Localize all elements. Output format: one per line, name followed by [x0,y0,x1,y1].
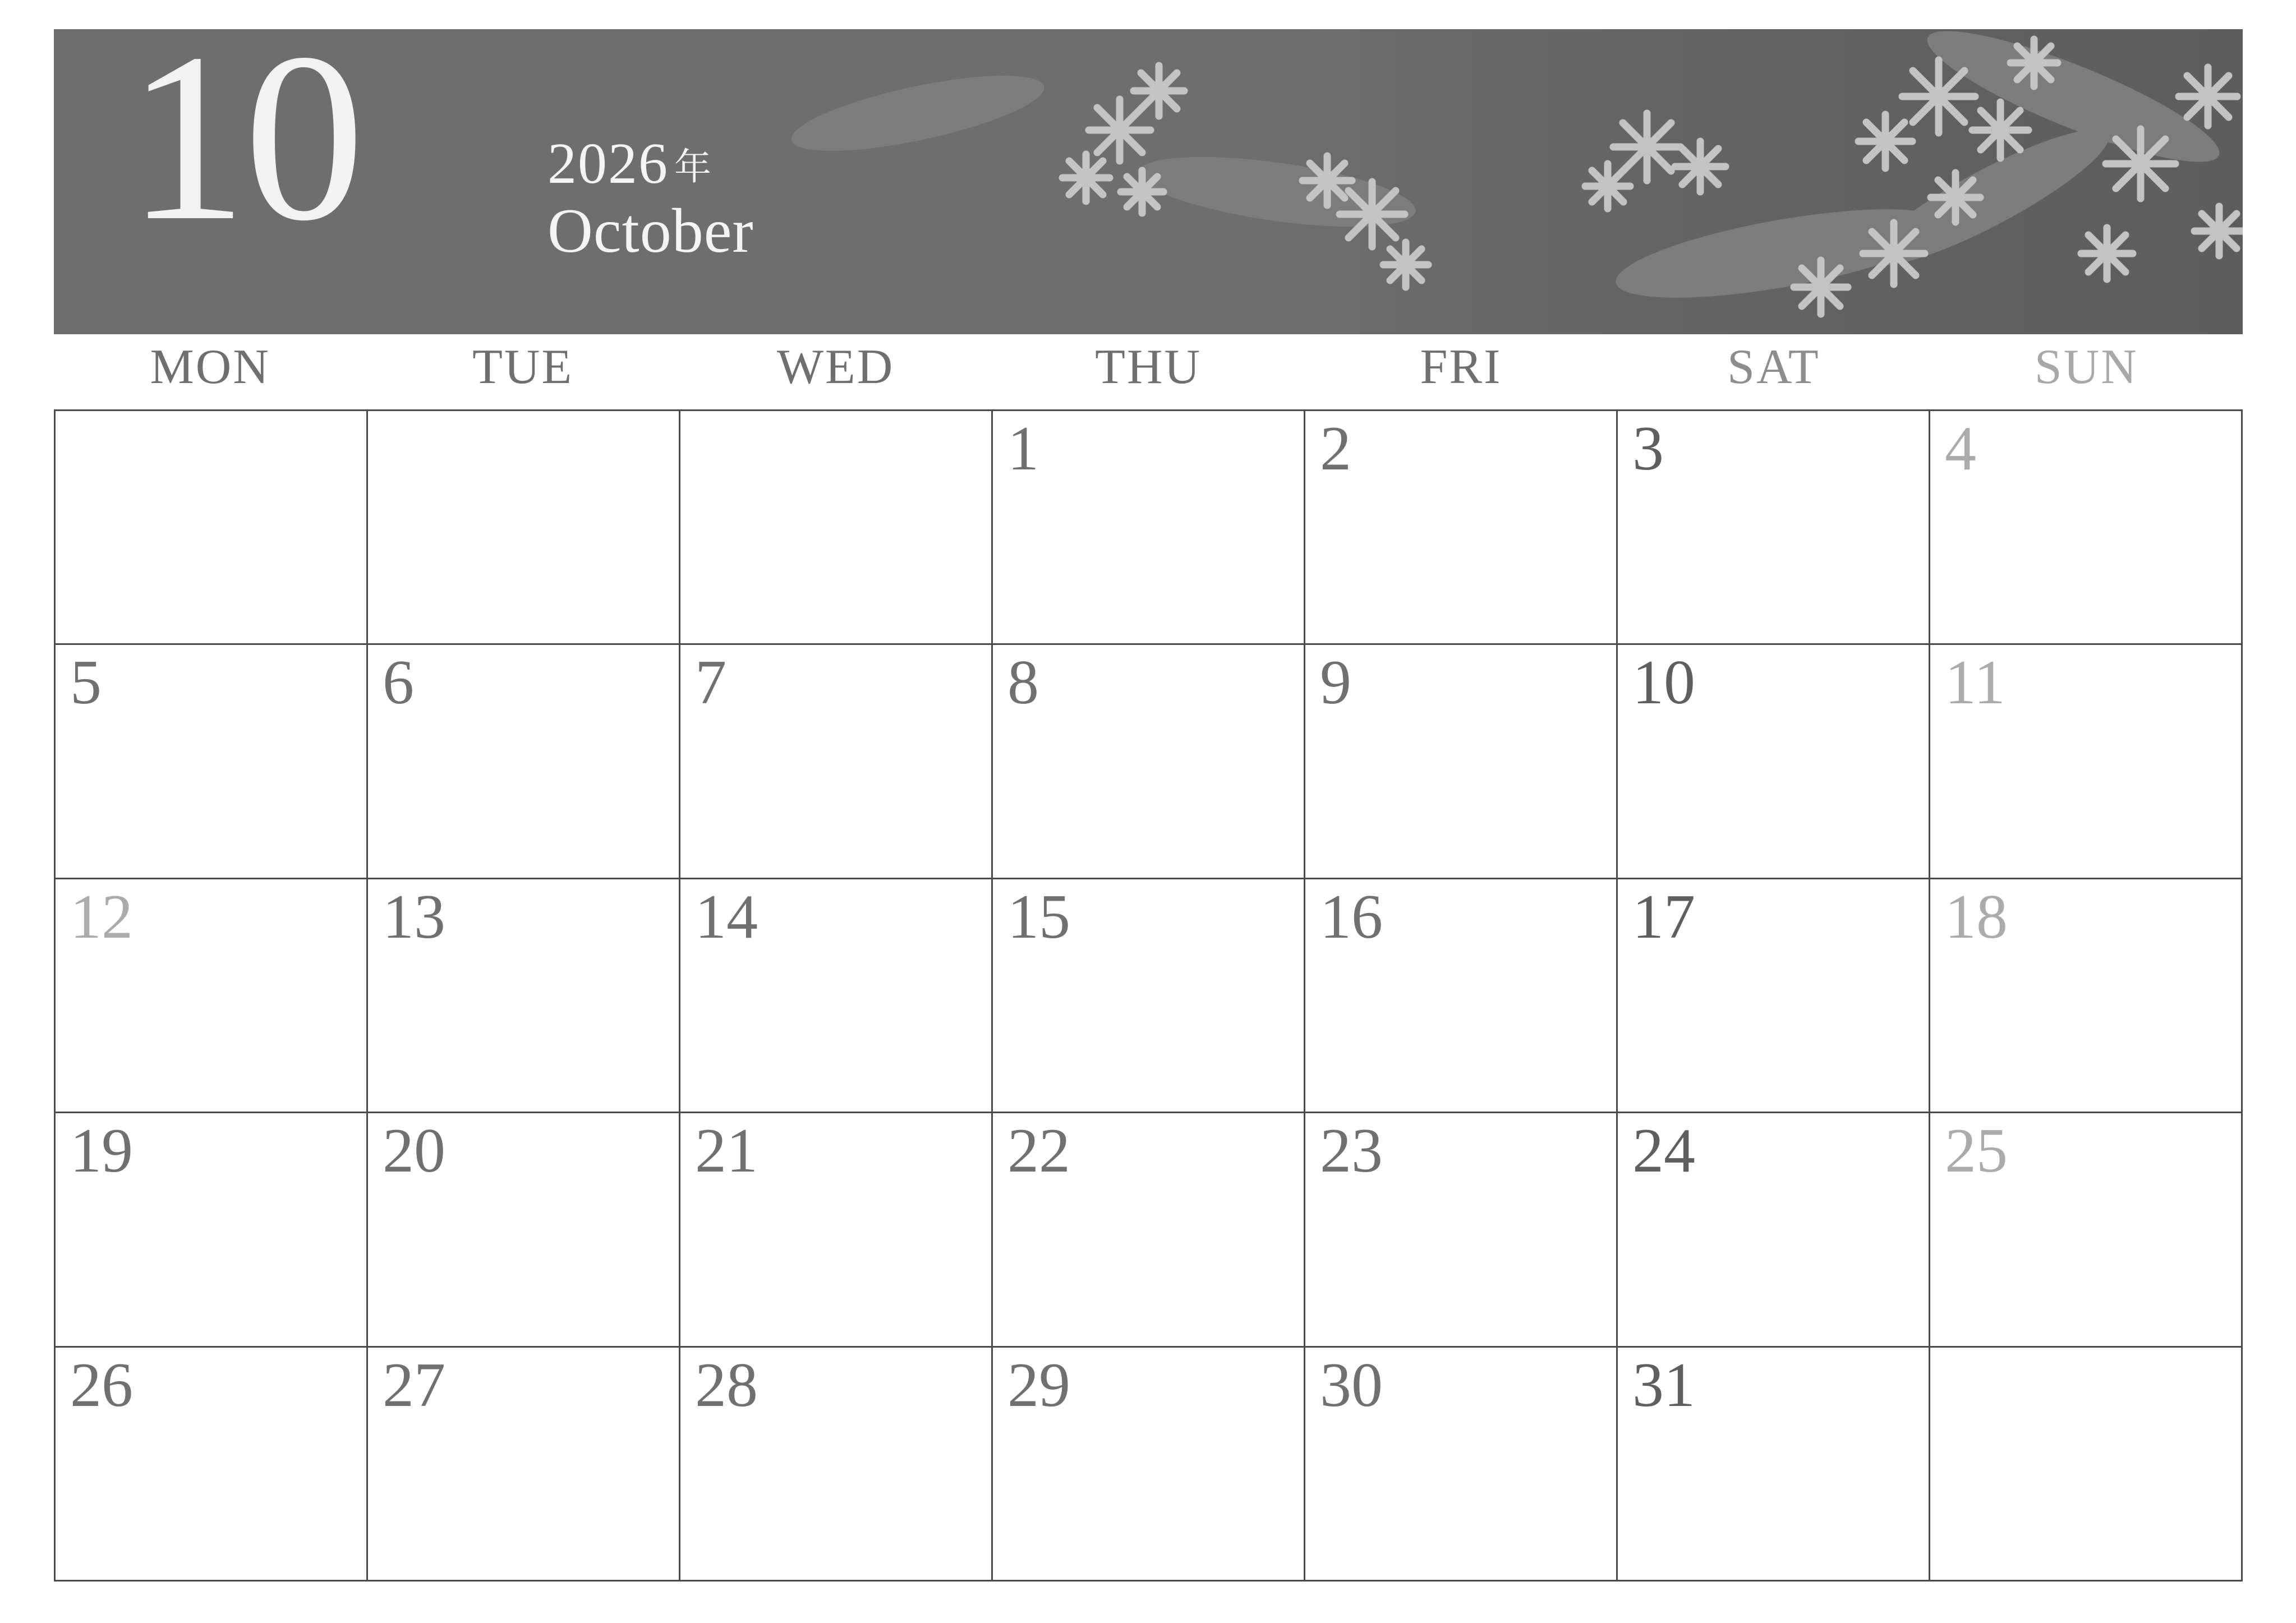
day-cell [680,645,993,879]
day-cell [1930,1113,2243,1347]
month-number: 10 [127,29,361,271]
day-number: 22 [1007,1116,1070,1186]
day-number: 28 [695,1350,758,1420]
weekday-thu: THU [1095,339,1202,394]
day-cell [368,645,680,879]
day-cell [993,879,1305,1113]
day-number: 30 [1320,1350,1383,1420]
day-cell [56,645,368,879]
day-number: 19 [70,1116,133,1186]
year-suffix: 年 [674,147,712,188]
day-cell [993,1348,1305,1581]
day-cell [1618,645,1930,879]
day-number: 1 [1007,414,1039,483]
day-cell [368,1113,680,1347]
day-cell [368,411,680,645]
day-number: 9 [1320,648,1351,718]
day-cell [993,645,1305,879]
day-number: 27 [383,1350,445,1420]
day-cell [1305,645,1618,879]
day-number: 23 [1320,1116,1383,1186]
year-text: 2026 [547,131,669,196]
day-number: 7 [695,648,726,718]
day-cell [1618,879,1930,1113]
day-number: 4 [1945,414,1976,483]
month-name-english: October [547,196,754,266]
day-cell [993,1113,1305,1347]
day-number: 21 [695,1116,758,1186]
day-cell [680,411,993,645]
day-cell [1618,1113,1930,1347]
year-line [547,133,754,194]
floral-decoration [54,29,2243,334]
day-cell [1618,1348,1930,1581]
day-cell [1305,1113,1618,1347]
day-cell [56,411,368,645]
day-number: 29 [1007,1350,1070,1420]
day-cell [1305,411,1618,645]
day-number: 17 [1632,882,1695,952]
weekday-sat: SAT [1727,339,1820,394]
day-cell [368,879,680,1113]
day-number: 25 [1945,1116,2008,1186]
day-number: 12 [70,882,133,952]
day-cell [680,1113,993,1347]
day-cell [1930,645,2243,879]
day-cell [680,879,993,1113]
day-number: 16 [1320,882,1383,952]
day-cell [1930,1348,2243,1581]
day-number: 24 [1632,1116,1695,1186]
calendar-header-banner [54,29,2243,334]
day-number: 6 [383,648,414,718]
day-cell [680,1348,993,1581]
day-cell [1618,411,1930,645]
day-cell [56,1113,368,1347]
day-cell [56,879,368,1113]
day-cell [1305,879,1618,1113]
day-number: 10 [1632,648,1695,718]
day-number: 18 [1945,882,2008,952]
day-number: 5 [70,648,102,718]
day-number: 31 [1632,1350,1695,1420]
year-and-month-block [547,133,754,267]
weekday-mon: MON [150,339,270,394]
day-number: 11 [1945,648,2005,718]
day-cell [1930,411,2243,645]
calendar-grid [54,409,2243,1581]
day-cell [368,1348,680,1581]
day-number: 3 [1632,414,1664,483]
weekday-tue: TUE [472,339,574,394]
weekday-sun: SUN [2034,339,2138,394]
weekday-wed: WED [776,339,895,394]
day-number: 13 [383,882,445,952]
day-number: 20 [383,1116,445,1186]
day-number: 2 [1320,414,1351,483]
day-number: 8 [1007,648,1039,718]
day-cell [56,1348,368,1581]
weekday-header-row [54,336,2243,397]
day-number: 15 [1007,882,1070,952]
day-cell [1930,879,2243,1113]
weekday-fri: FRI [1420,339,1502,394]
day-cell [993,411,1305,645]
day-number: 14 [695,882,758,952]
day-cell [1305,1348,1618,1581]
day-number: 26 [70,1350,133,1420]
